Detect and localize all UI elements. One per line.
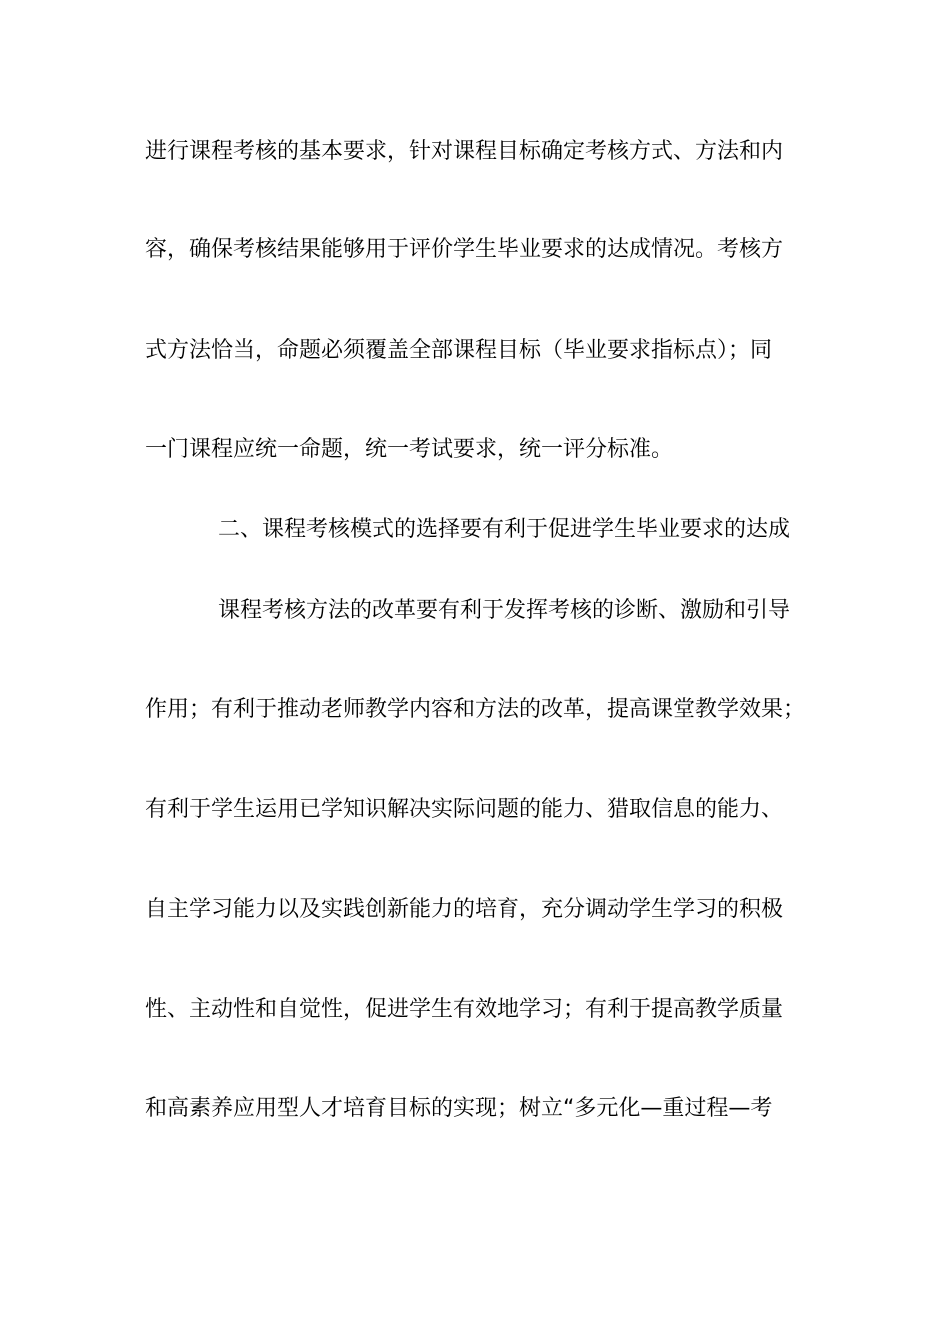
paragraph-2-line-5: 性、主动性和自觉性，促进学生有效地学习；有利于提高教学质量 (145, 997, 784, 1022)
section-heading: 二、课程考核模式的选择要有利于促进学生毕业要求的达成 (218, 517, 791, 542)
paragraph-1-line-2: 容，确保考核结果能够用于评价学生毕业要求的达成情况。考核方 (145, 237, 784, 262)
paragraph-1-line-3: 式方法恰当，命题必须覆盖全部课程目标（毕业要求指标点）；同 (145, 338, 773, 363)
paragraph-2-line-2: 作用；有利于推动老师教学内容和方法的改革，提高课堂教学效果； (145, 697, 806, 722)
paragraph-1-line-4: 一门课程应统一命题，统一考试要求，统一评分标准。 (145, 437, 674, 462)
paragraph-2-line-1: 课程考核方法的改革要有利于发挥考核的诊断、激励和引导 (218, 598, 791, 623)
paragraph-2-line-3: 有利于学生运用已学知识解决实际问题的能力、猎取信息的能力、 (145, 797, 784, 822)
paragraph-1-line-1: 进行课程考核的基本要求，针对课程目标确定考核方式、方法和内 (145, 139, 784, 164)
paragraph-2-line-4: 自主学习能力以及实践创新能力的培育，充分调动学生学习的积极 (145, 897, 784, 922)
paragraph-2-line-6: 和高素养应用型人才培育目标的实现；树立“多元化—重过程—考 (145, 1096, 773, 1121)
